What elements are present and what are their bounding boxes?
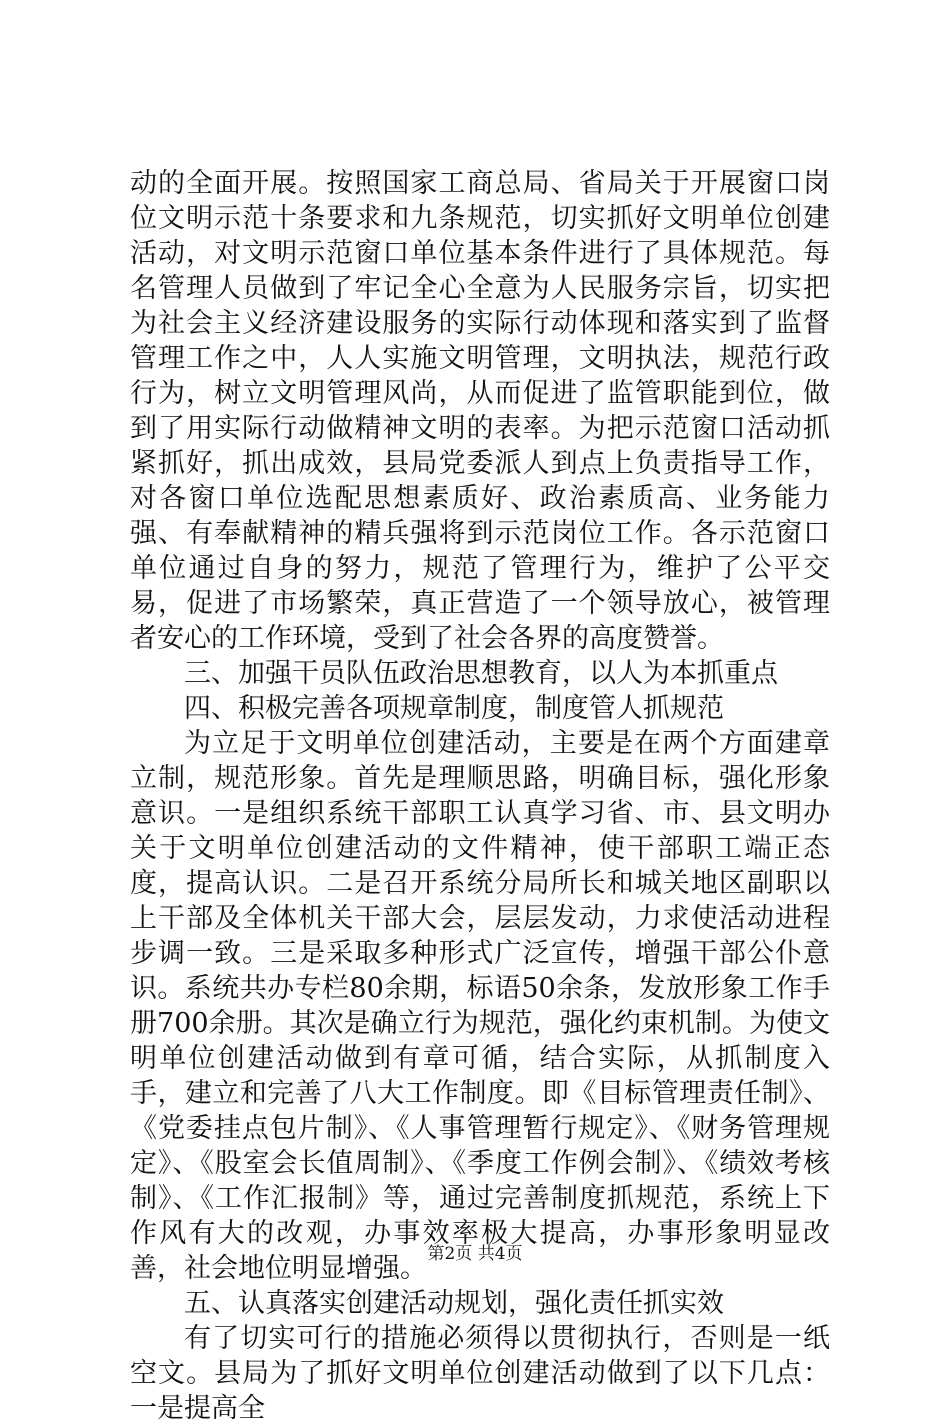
paragraph-section-4-body: 为立足于文明单位创建活动，主要是在两个方面建章立制，规范形象。首先是理顺思路，明确目标，强化形象意识。一是组织系统干部职工认真学习省、市、县文明办关于文明单位创建活动的文件精神，使干部职工端正态度，提高认识。二是召开系统分局所长和城关地区副职以上干部及全体机关干部大会，层层发动，力求使活动进程步调一致。三是采取多种形式广泛宣传，增强干部公仆意识。系统共办专栏80余期，标语50余条，发放形象工作手册700余册。其次是确立行为规范，强化约束机制。为使文明单位创建活动做到有章可循，结合实际，从抓制度入手，建立和完善了八大工作制度。即《目标管理责任制》、《党委挂点包片制》、《人事管理暂行规定》、《财务管理规定》、《股室会长值周制》、《季度工作例会制》、《绩效考核制》、《工作汇报制》等，通过完善制度抓规范，系统上下作风有大的改观，办事效率极大提高，办事形象明显改善，社会地位明显增强。 (130, 728, 830, 1284)
page-footer (0, 1243, 950, 1265)
section-heading-5: 五、认真落实创建活动规划，强化责任抓实效 (184, 1288, 724, 1319)
section-heading-3: 三、加强干员队伍政治思想教育，以人为本抓重点 (184, 658, 778, 689)
paragraph-continuation: 动的全面开展。按照国家工商总局、省局关于开展窗口岗位文明示范十条要求和九条规范，切实抓好文明单位创建活动，对文明示范窗口单位基本条件进行了具体规范。每名管理人员做到了牢记全心全意为人民服务宗旨，切实把为社会主义经济建设服务的实际行动体现和落实到了监督管理工作之中，人人实施文明管理，文明执法，规范行政行为，树立文明管理风尚，从而促进了监管职能到位，做到了用实际行动做精神文明的表率。为把示范窗口活动抓紧抓好，抓出成效，县局党委派人到点上负责指导工作，对各窗口单位选配思想素质好、政治素质高、业务能力强、有奉献精神的精兵强将到示范岗位工作。各示范窗口单位通过自身的努力，规范了管理行为，维护了公平交易，促进了市场繁荣，真正营造了一个领导放心，被管理者安心的工作环境，受到了社会各界的高度赞誉。 (130, 168, 830, 654)
page-number-indicator: 第2页 共4页 (427, 1244, 523, 1264)
document-body (130, 166, 830, 1426)
paragraph-section-5-body: 有了切实可行的措施必须得以贯彻执行，否则是一纸空文。县局为了抓好文明单位创建活动做到了以下几点：一是提高全 (130, 1323, 830, 1424)
section-heading-4: 四、积极完善各项规章制度，制度管人抓规范 (184, 693, 724, 724)
